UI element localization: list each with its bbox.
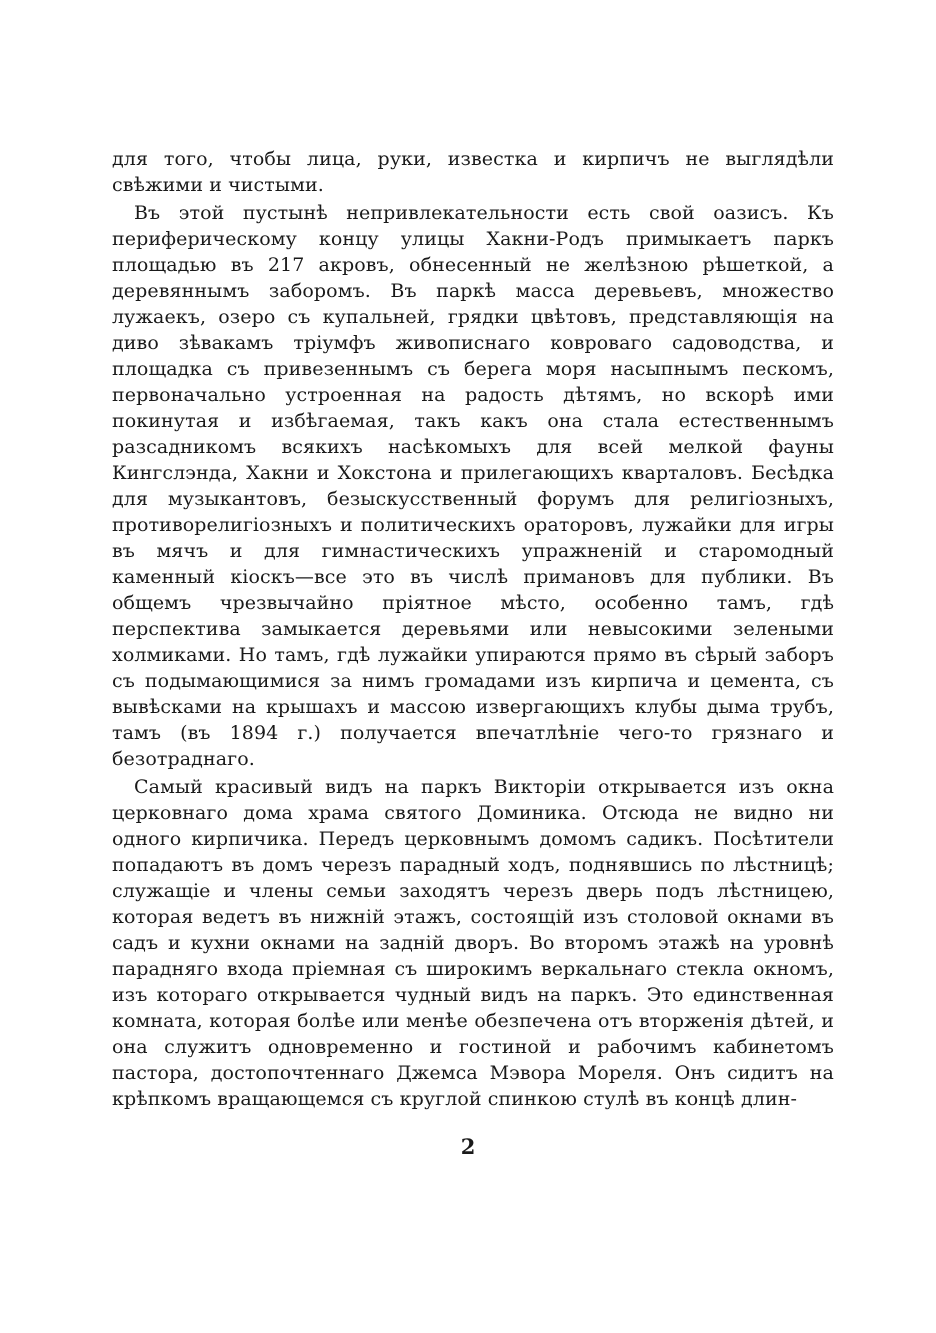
page-number: 2 — [460, 1134, 476, 1159]
paragraph-park-description: Въ этой пустынѣ непривлекательности есть свой оазисъ. Къ периферическому концу улицы Хакни-Родъ примыкаетъ паркъ площадью въ 217 акровъ, обнесенный не желѣзною рѣшеткой, а деревяннымъ заборомъ. Въ паркѣ масса деревьевъ, множество лужаекъ, озеро съ купальней, грядки цвѣтовъ, представляющія на диво зѣвакамъ тріумфъ живописнаго ковроваго садоводства, и площадка съ привезеннымъ съ берега моря насыпнымъ пескомъ, первоначально устроенная на радость дѣтямъ, но вскорѣ ими покинутая и избѣгаемая, такъ какъ она стала естественнымъ разсадникомъ всякихъ насѣкомыхъ для всей мелкой фауны Кингслэнда, Хакни и Хокстона и прилегающихъ кварталовъ. Бесѣдка для музыкантовъ, безыскусственный форумъ для религіозныхъ, противорелигіозныхъ и политическихъ ораторовъ, лужайки для игры въ мячъ и для гимнастическихъ упражненій и старомодный каменный кіоскъ—все это въ числѣ примановъ для публики. Въ общемъ чрезвычайно пріятное мѣсто, особенно тамъ, гдѣ перспектива замыкается деревьями или невысокими зелеными холмиками. Но тамъ, гдѣ лужайки упираются прямо въ сѣрый заборъ съ подымающимися за нимъ громадами изъ кирпича и цемента, съ вывѣсками на крышахъ и массою извергающихъ клубы дыма трубъ, тамъ (въ 1894 г.) получается впечатлѣніе чего-то грязнаго и безотраднаго. — [112, 202, 834, 770]
paragraph-continuation: для того, чтобы лица, руки, известка и кирпичъ не выглядѣли свѣжими и чистыми. — [112, 148, 834, 196]
body-text — [112, 146, 834, 1112]
paragraph-church-house: Самый красивый видъ на паркъ Викторіи открывается изъ окна церковнаго дома храма святого Доминика. Отсюда не видно ни одного кирпичика. Передъ церковнымъ домомъ садикъ. Посѣтители попадаютъ въ домъ черезъ парадный ходъ, поднявшись по лѣстницѣ; служащіе и члены семьи заходятъ черезъ дверь подъ лѣстницею, которая ведетъ въ нижній этажъ, состоящій изъ столовой окнами въ садъ и кухни окнами на задній дворъ. Во второмъ этажѣ на уровнѣ парадняго входа пріемная съ широкимъ веркальнаго стекла окномъ, изъ котораго открывается чудный видъ на паркъ. Это единственная комната, которая болѣе или менѣе обезпечена отъ вторженія дѣтей, и она служитъ одновременно и гостиной и рабочимъ кабинетомъ пастора, достопочтеннаго Джемса Мэвора Мореля. Онъ сидитъ на крѣпкомъ вращающемся съ круглой спинкою стулѣ въ концѣ длин- — [112, 776, 834, 1110]
